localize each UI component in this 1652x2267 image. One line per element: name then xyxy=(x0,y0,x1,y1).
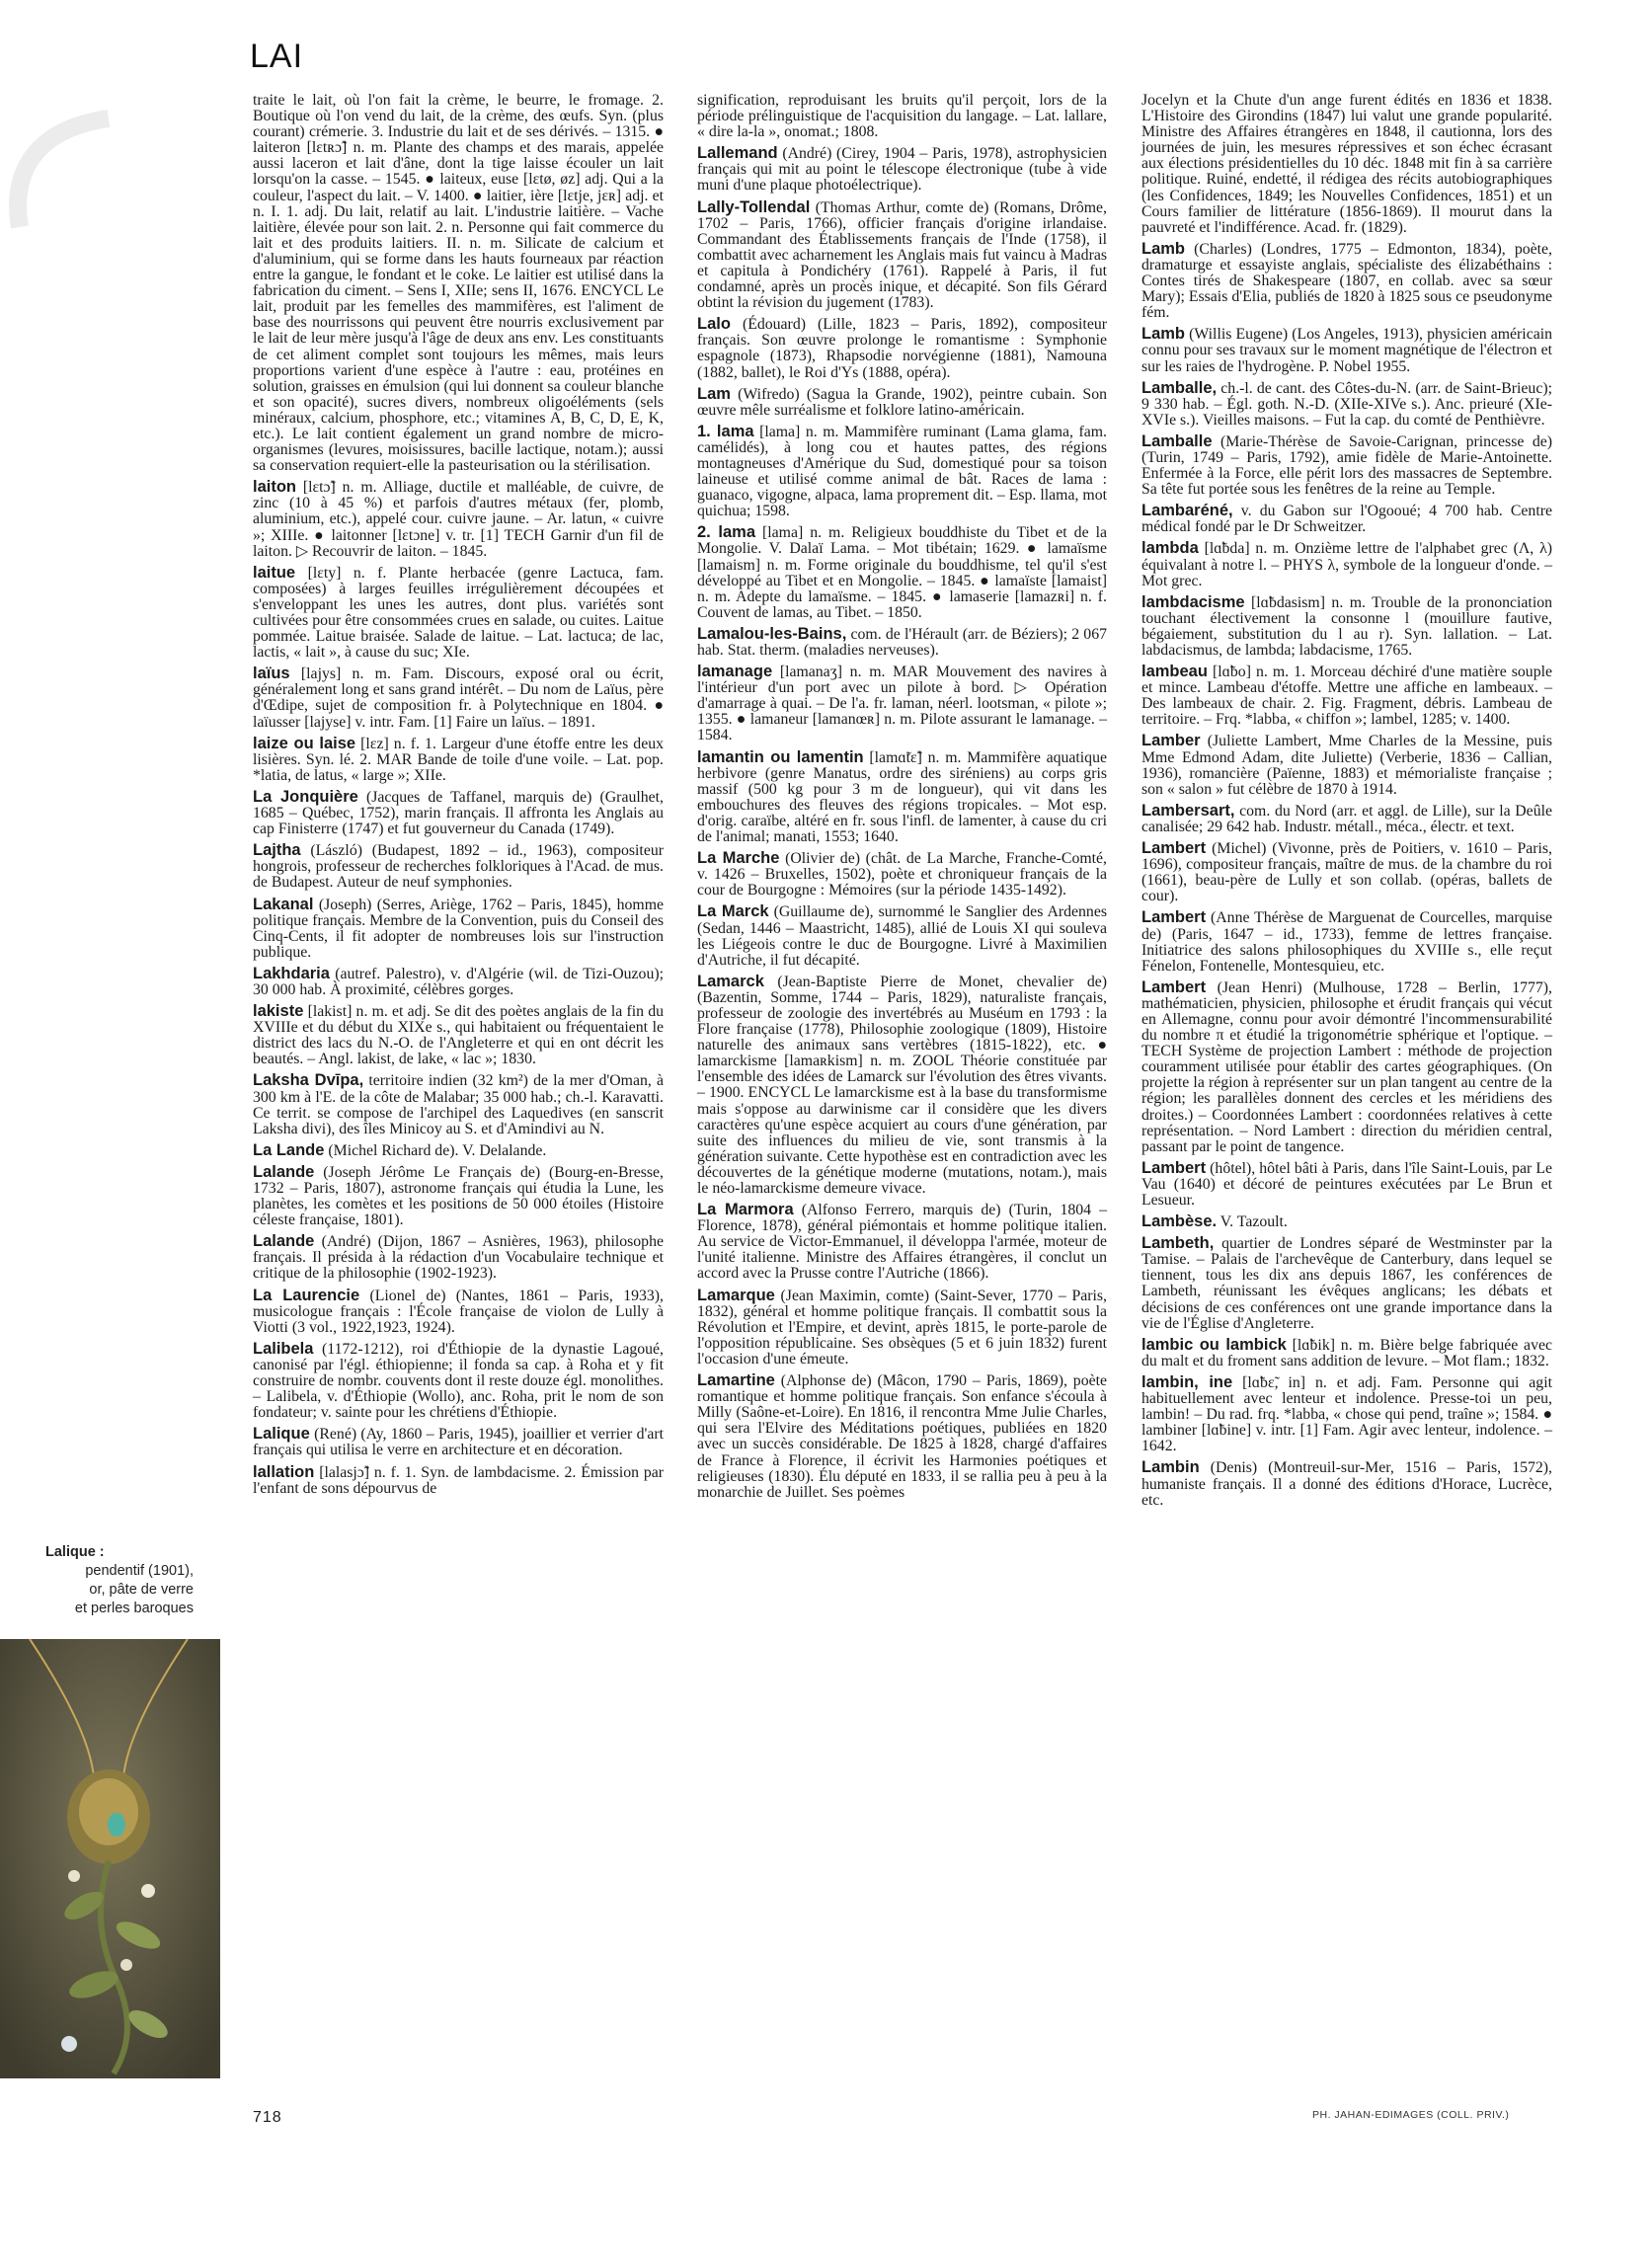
entry-text: [lɑ̃bo] n. m. 1. Morceau déchiré d'une matière souple et mince. Lambeau d'étoffe. Mettre une affiche en lambeaux. – Des lambeaux de chair. 2. Fig. Fragment, débris. Lambeau de territoire. – Frq. *labba, « chiffon »; lambel, 1285; v. 1400. xyxy=(1141,664,1552,729)
dictionary-entry xyxy=(1141,1337,1552,1369)
entry-text: (Charles) (Londres, 1775 – Edmonton, 1834), poète, dramaturge et essayiste anglais, spécialiste des élizabéthains : Contes tirés de Shakespeare (1807, en collab. avec sa sœur Mary); Essais d'Elia, publiés de 1820 à 1825 sous ce pseudonyme fém. xyxy=(1141,240,1553,322)
dictionary-entry xyxy=(1141,241,1552,321)
entry-headword: Lamb xyxy=(1141,325,1186,344)
caption-line: pendentif (1901), xyxy=(85,1563,194,1579)
dictionary-entry xyxy=(253,565,664,662)
entry-text: (Michel) (Vivonne, près de Poitiers, v. 1610 – Paris, 1696), compositeur français, maître de mus. de la chambre du roi (1661), beau-père de Lully et son collab. (opéras, ballets de cour). xyxy=(1141,840,1553,905)
entry-text: ch.-l. de cant. des Côtes-du-N. (arr. de Saint-Brieuc); 9 330 hab. – Égl. goth. N.-D. (XIIe-XIVe s.). Anc. prieuré (XIe-XVIe s.). Vieilles maisons. – Fut la cap. du comté de Penthièvre. xyxy=(1141,379,1552,429)
dictionary-entry xyxy=(1141,380,1552,429)
entry-headword: La Marmora xyxy=(697,1201,794,1219)
entry-text: [lɛz] n. f. 1. Largeur d'une étoffe entre les deux lisières. Syn. lé. 2. MAR Bande de toile d'une voile. – Lat. pop. *latia, de latus, « large »; XIIe. xyxy=(253,735,665,784)
entry-text: [lɛty] n. f. Plante herbacée (genre Lactuca, fam. composées) à larges feuilles irrégulièrement découpées et s'enveloppant les unes les autres, dont plus. variétés sont cultivées pour être consommées crues en salade, ou cuites. Laitue pommée. Laitue braisée. Salade de laitue. – Lat. lactuca; de lac, lactis, « lait », à cause du suc; XIe. xyxy=(253,564,664,662)
dictionary-entry xyxy=(1141,733,1552,797)
dictionary-entry xyxy=(253,1003,664,1067)
dictionary-entry xyxy=(697,316,1107,380)
dictionary-entry xyxy=(697,424,1107,520)
entry-headword: Laksha Dvīpa, xyxy=(253,1071,364,1090)
entry-headword: Lambeth, xyxy=(1141,1234,1215,1253)
entry-headword: Lamb xyxy=(1141,239,1186,258)
entry-headword: Lamarque xyxy=(697,1286,775,1304)
entry-text: Jocelyn et la Chute d'un ange furent édités en 1836 et 1838. L'Histoire des Girondins (1847) lui valut une grande popularité. Ministre des Affaires étrangères en 1848, il cautionna, lors des journées de juin, les mesures répressives et son échec écrasant aux élections présidentielles du 10 déc. 1848 mit fin à sa carrière politique. Ruiné, endetté, il rédigea des récits autobiographiques (les Confidences, 1849; les Nouvelles Confidences, 1851) et un Cours familier de littérature (1856-1869). Il mourut dans la pauvreté et l'indifférence. Acad. fr. (1829). xyxy=(1141,92,1552,236)
entry-headword: Lalique xyxy=(253,1425,310,1444)
entry-text: (André) (Dijon, 1867 – Asnières, 1963), philosophe français. Il présida à la rédaction d'un Vocabulaire technique et critique de la philosophie (1902-1923). xyxy=(253,1233,664,1283)
entry-text: [lɛtɔ̃] n. m. Alliage, ductile et malléable, de cuivre, de zinc (10 à 45 %) et parfois d'autres métaux (fer, plomb, aluminium, etc.), appelé cour. cuivre jaune. – Ar. latun, « cuivre »; XIIIe. ● laitonner [lɛtɔne] v. tr. [1] TECH Garnir d'un fil de laiton. ▷ Recouvrir de laiton. – 1845. xyxy=(253,479,664,560)
dictionary-entry xyxy=(697,903,1107,968)
dictionary-entry xyxy=(697,850,1107,899)
dictionary-entry xyxy=(697,386,1107,419)
dictionary-entry xyxy=(253,1164,664,1228)
dictionary-entry xyxy=(253,1426,664,1458)
entry-headword: lambeau xyxy=(1141,663,1208,681)
entry-text: [lakist] n. m. et adj. Se dit des poètes anglais de la fin du XVIIIe et du début du XIXe s., qui habitaient ou fréquentaient le district des lacs du N.-O. de l'Angleterre et qui en ont décrit les beautés. – Angl. lakist, de lake, « lac »; 1830. xyxy=(253,1003,665,1068)
column-2 xyxy=(697,93,1107,1506)
entry-text: quartier de Londres séparé de Westminster par la Tamise. – Palais de l'archevêque de Canterbury, dans lequel se tiennent, tous les dix ans depuis 1867, les conférences de Lambeth, réunissant les évêques anglicans; les débats et décisions de ces conférences ont une grande importance dans la vie de l'Église d'Angleterre. xyxy=(1141,1235,1552,1332)
entry-text: (Thomas Arthur, comte de) (Romans, Drôme, 1702 – Paris, 1766), officier français d'origine irlandaise. Commandant des Établissements français de l'Inde (1758), il combattit avec acharnement les Anglais mais fut vaincu à Madras et capitula à Pondichéry (1761). Rappelé à Paris, il fut condamné, après un procès inique, et décapité. Son fils Gérard obtint la révision du jugement (1783). xyxy=(697,198,1107,312)
entry-headword: Lamarck xyxy=(697,972,764,990)
running-head: LAI xyxy=(250,38,304,75)
entry-text: (autref. Palestro), v. d'Algérie (wil. de Tizi-Ouzou); 30 000 hab. À proximité, célèbres gorges. xyxy=(253,965,664,998)
entry-headword: Lam xyxy=(697,384,731,403)
dictionary-entry xyxy=(1141,979,1552,1155)
entry-headword: La Laurencie xyxy=(253,1286,360,1304)
entry-headword: La Jonquière xyxy=(253,787,358,806)
dictionary-entry xyxy=(1141,594,1552,659)
entry-headword: Lambert xyxy=(1141,1158,1207,1177)
entry-headword: lamantin ou lamentin xyxy=(697,747,864,766)
image-caption xyxy=(45,1543,194,1618)
dictionary-entry xyxy=(697,524,1107,621)
entry-text: (Joseph Jérôme Le Français de) (Bourg-en-Bresse, 1732 – Paris, 1807), astronome français qui étudia la Lune, les planètes, les comètes et les positions de 50 000 étoiles (Histoire céleste française, 1801). xyxy=(253,1163,665,1229)
pendant-illustration xyxy=(0,1639,220,2078)
dictionary-entry xyxy=(253,736,664,784)
dictionary-entry xyxy=(1141,1213,1552,1230)
entry-headword: Lally-Tollendal xyxy=(697,197,811,216)
entry-headword: La Marche xyxy=(697,849,780,868)
entry-text: (Wifredo) (Sagua la Grande, 1902), peintre cubain. Son œuvre mêle surréalisme et folklore latino-américain. xyxy=(697,385,1108,419)
dictionary-entry xyxy=(697,974,1107,1197)
entry-text: (René) (Ay, 1860 – Paris, 1945), joaillier et verrier d'art français qui utilisa le verre en architecture et en décoration. xyxy=(253,1426,664,1459)
entry-text: (Guillaume de), surnommé le Sanglier des Ardennes (Sedan, 1446 – Maastricht, 1485), allié de Louis XI qui souleva les Liégeois contre le duc de Bourgogne. Livré à Maximilien d'Autriche, il fut décapité. xyxy=(697,903,1107,969)
entry-text: (Denis) (Montreuil-sur-Mer, 1516 – Paris, 1572), humaniste français. Il a donné des éditions d'Horace, Lucrèce, etc. xyxy=(1141,1459,1553,1509)
entry-headword: Lambin xyxy=(1141,1458,1200,1477)
entry-headword: lamanage xyxy=(697,663,773,681)
entry-text: [lɑ̃bda] n. m. Onzième lettre de l'alphabet grec (Λ, λ) équivalant à notre l. – PHYS λ, symbole de la longueur d'onde. – Mot grec. xyxy=(1141,540,1552,589)
entry-text: (André) (Cirey, 1904 – Paris, 1978), astrophysicien français qui mit au point le télescope électronique (tube à vide muni d'une plaque photoélectrique). xyxy=(697,145,1107,195)
entry-text: [lɑ̃bdasism] n. m. Trouble de la prononciation touchant électivement la consonne l (mouillure fautive, bégaiement, substitution du l au r). Syn. lallation. – Lat. labdacismus, de lambda; labdacisme, 1765. xyxy=(1141,593,1553,659)
entry-text: territoire indien (32 km²) de la mer d'Oman, à 300 km à l'E. de la côte de Malabar; 35 000 hab.; ch.-l. Karavatti. Ce territ. se compose de l'archipel des Laquedives (en sanscrit Laksha divi), des îles Minicoy au S. et d'Amindivi au N. xyxy=(253,1072,664,1137)
dictionary-entry xyxy=(1141,540,1552,588)
entry-text: (Alfonso Ferrero, marquis de) (Turin, 1804 – Florence, 1878), général piémontais et homme politique italien. Au service de Victor-Emmanuel, il développa l'armée, moteur de l'unité italienne. Ministre des Affaires étrangères, il conclut un accord avec la Prusse contre l'Autriche (1866). xyxy=(697,1202,1107,1283)
dictionary-entry xyxy=(253,1464,664,1497)
dictionary-entry xyxy=(253,1341,664,1421)
dictionary-entry xyxy=(253,1142,664,1159)
entry-headword: lallation xyxy=(253,1462,315,1481)
entry-text: V. Tazoult. xyxy=(1219,1213,1288,1231)
entry-text: (Michel Richard de). V. Delalande. xyxy=(328,1141,547,1159)
entry-headword: Lajtha xyxy=(253,841,301,860)
entry-headword: Lambaréné, xyxy=(1141,502,1233,520)
entry-text: (Jean-Baptiste Pierre de Monet, chevalier de) (Bazentin, Somme, 1744 – Paris, 1829), naturaliste français, professeur de zoologie des invertébrés au Muséum en 1793 : la Flore française (1778), Philosophie zoologique (1809), Histoire naturelle des animaux sans vertèbres (1815-1822), etc. ● lamarckisme [lamaʀkism] n. m. ZOOL Théorie constituée par l'ensemble des idées de Lamarck sur l'évolution des êtres vivants. – 1900. ENCYCL Le lamarckisme est à la base du transformisme mais s'oppose au darwinisme car il considère que les divers caractères qu'une espèce acquiert au cours d'une génération, par suite des influences du milieu de vie, sont transmis à la génération suivante. Cette hypothèse est en contradiction avec les découvertes de la génétique moderne (mutations, notam.), mais le néo-lamarckisme demeure vivace. xyxy=(697,973,1107,1197)
entry-headword: Lalande xyxy=(253,1232,315,1251)
entry-text: (Juliette Lambert, Mme Charles de la Messine, puis Mme Edmond Adam, dite Juliette) (Verberie, 1836 – Callian, 1936), romancière (Païenne, 1883) et mémorialiste française ; son « salon » fut célèbre de 1870 à 1914. xyxy=(1141,733,1552,798)
entry-text: (Jean Henri) (Mulhouse, 1728 – Berlin, 1777), mathématicien, physicien, philosophe et érudit français qui vécut en Allemagne, connu pour avoir démontré l'incommensurabilité du nombre π et étudié la trigonométrie sphérique et l'optique. – TECH Système de projection Lambert : méthode de projection couramment utilisée pour établir des cartes géographiques. (On projette la région à représenter sur un plan tangent au centre de la région; les parallèles donnent des cercles et les méridiens des droites.) – Coordonnées Lambert : coordonnées relatives à cette représentation. – Nord Lambert : direction du méridien central, passant par le point de tangence. xyxy=(1141,978,1552,1155)
dictionary-entry xyxy=(697,1372,1107,1501)
entry-text: (hôtel), hôtel bâti à Paris, dans l'île Saint-Louis, par Le Vau (1640) et décoré de peintures exécutées par Le Brun et Lesueur. xyxy=(1141,1159,1553,1209)
entry-headword: lambic ou lambick xyxy=(1141,1335,1287,1354)
entry-headword: lakiste xyxy=(253,1002,304,1021)
entry-headword: Lamalou-les-Bains, xyxy=(697,624,847,643)
photo-credit: PH. JAHAN-EDIMAGES (COLL. PRIV.) xyxy=(1312,2109,1510,2121)
entry-text: com. de l'Hérault (arr. de Béziers); 2 067 hab. Stat. therm. (maladies nerveuses). xyxy=(697,625,1108,659)
entry-headword: laitue xyxy=(253,563,296,582)
caption-line: et perles baroques xyxy=(74,1601,194,1616)
entry-text: [lama] n. m. Mammifère ruminant (Lama glama, fam. camélidés), à long cou et hautes pattes, des régions montagneuses d'Amérique du Sud, domestiqué pour sa toison laineuse et utilisé comme animal de bât. Races de lama : guanaco, vigogne, alpaca, lama proprement dit. – Esp. llama, mot quichua; 1598. xyxy=(697,423,1107,520)
entry-headword: lambdacisme xyxy=(1141,592,1245,611)
dictionary-entry xyxy=(697,1202,1107,1282)
entry-headword: Lakhdaria xyxy=(253,964,330,982)
dictionary-entry xyxy=(253,93,664,474)
dictionary-entry xyxy=(1141,664,1552,728)
dictionary-entry xyxy=(697,93,1107,140)
caption-title: Lalique : xyxy=(45,1544,105,1560)
dictionary-entry xyxy=(253,842,664,891)
entry-headword: laïus xyxy=(253,664,290,683)
pendant-photo xyxy=(0,1639,220,2078)
dictionary-entry xyxy=(253,479,664,559)
dictionary-entry xyxy=(253,665,664,730)
entry-text: (Jacques de Taffanel, marquis de) (Graulhet, 1685 – Québec, 1752), marin français. Il affronta les Anglais au cap Finisterre (1747) et fut gouverneur du Canada (1749). xyxy=(253,788,664,838)
dictionary-entry xyxy=(1141,1160,1552,1209)
entry-text: (Alphonse de) (Mâcon, 1790 – Paris, 1869), poète romantique et homme politique français. Son enfance s'écoula à Milly (Saône-et-Loire). En 1816, il rencontra Mme Julie Charles, qui sera l'Elvire des Méditations poétiques, publiées en 1820 avec un succès considérable. De 1825 à 1828, chargé d'affaires de France à Florence, il écrivit les Harmonies poétiques et religieuses (1830). Élu député en 1833, il se rallia peu à peu à la monarchie de Juillet. Ses poèmes xyxy=(697,1372,1108,1501)
entry-text: com. du Nord (arr. et aggl. de Lille), sur la Deûle canalisée; 29 642 hab. Industr. métall., méca., électr. et text. xyxy=(1141,802,1552,835)
entry-text: traite le lait, où l'on fait la crème, le beurre, le fromage. 2. Boutique où l'on vend du lait, de la crème, des œufs. Syn. (plus courant) crémerie. 3. Industrie du lait et de ses dérivés. – 1315. ● laiteron [lɛtʀɔ̃] n. m. Plante des champs et des marais, appelée aussi laceron et lait d'âne, dont la tige laisse écouler un lait lorsqu'on la casse. – 1545. ● laiteux, euse [lɛtø, øz] adj. Qui a la couleur, l'aspect du lait. – V. 1400. ● laitier, ière [lɛtje, jɛʀ] adj. et n. I. 1. adj. Du lait, relatif au lait. L'industrie laitière. – Vache laitière, élevée pour son lait. 2. n. Personne qui fait commerce du lait et des produits laitiers. II. n. m. Silicate de calcium et d'aluminium, qui se forme dans les hauts fourneaux par réaction entre la gangue, le fondant et le coke. Le laitier est utilisé dans la fabrication du ciment. – Sens I, XIIe; sens II, 1676. ENCYCL Le lait, produit par les femelles des mammifères, est l'aliment de base des nourrissons qui peuvent être nourris exclusivement par le lait de leur mère jusqu'à l'âge de deux ans env. Les constituants de cet aliment complet sont toujours les mêmes, mais leurs proportions varient d'une espèce à l'autre : eau, protéines en solution, graisses en émulsion (qui lui donnent sa couleur blanche et son opacité), sucres divers, nombreux oligoéléments (sels minéraux, calcium, phosphore, etc.; vitamines A, B, C, D, E, K, etc.). Le lait contient également un grand nombre de micro-organismes (levures, moisissures, bacille lactique, notam.); aussi sa conservation requiert-elle la pasteurisation ou la stérilisation. xyxy=(253,92,664,475)
entry-text: [lamɑ̃tɛ̃] n. m. Mammifère aquatique herbivore (genre Manatus, ordre des siréniens) au corps gris massif (500 kg pour 3 m de longueur), qui vit dans les embouchures des fleuves des régions tropicales. – Mot esp. d'orig. caraïbe, altéré en fr. sous l'infl. de lamenter, à cause du cri de l'animal; manati, 1553; 1640. xyxy=(697,748,1107,846)
dictionary-entry xyxy=(253,789,664,837)
dictionary-entry xyxy=(697,749,1107,846)
entry-text: (Jean Maximin, comte) (Saint-Sever, 1770 – Paris, 1832), général et homme politique français. Il combattit sous la Révolution et l'Empire, et devint, après 1815, le porte-parole de l'opposition républicaine. Ses obsèques (5 et 6 juin 1832) furent l'occasion d'une émeute. xyxy=(697,1287,1107,1368)
entry-text: (Willis Eugene) (Los Angeles, 1913), physicien américain connu pour ses travaux sur le moment magnétique de l'électron et sur les raies de l'hydrogène. P. Nobel 1955. xyxy=(1141,326,1552,375)
entry-headword: La Marck xyxy=(697,902,769,921)
dictionary-entry xyxy=(253,897,664,961)
entry-text: (Joseph) (Serres, Ariège, 1762 – Paris, 1845), homme politique français. Membre de la Convention, puis du Conseil des Cinq-Cents, il fit adopter de nombreuses lois sur l'instruction publique. xyxy=(253,896,664,961)
dictionary-entry xyxy=(1141,503,1552,535)
dictionary-entry xyxy=(1141,433,1552,498)
entry-headword: Lallemand xyxy=(697,144,778,163)
dictionary-entry xyxy=(253,966,664,998)
page-number: 718 xyxy=(253,2109,282,2126)
dictionary-entry xyxy=(1141,909,1552,974)
entry-headword: 2. lama xyxy=(697,523,755,542)
entry-text: v. du Gabon sur l'Ogooué; 4 700 hab. Centre médical fondé par le Dr Schweitzer. xyxy=(1141,503,1552,536)
entry-headword: laize ou laise xyxy=(253,734,356,752)
entry-headword: Lambert xyxy=(1141,839,1207,858)
entry-headword: Lambert xyxy=(1141,908,1207,927)
entry-headword: Lamballe, xyxy=(1141,378,1218,397)
entry-text: (Édouard) (Lille, 1823 – Paris, 1892), compositeur français. Son œuvre prolonge le romantisme : Symphonie espagnole (1873), Rhapsodie norvégienne (1881), Namouna (1882, ballet), le Roi d'Ys (1888, opéra). xyxy=(697,316,1107,381)
dictionary-entry xyxy=(253,1072,664,1136)
entry-text: [lɑ̃bik] n. m. Bière belge fabriquée avec du malt et du froment sans addition de levure. – Mot flam.; 1832. xyxy=(1141,1336,1552,1369)
entry-headword: Lalibela xyxy=(253,1339,314,1358)
entry-headword: Lambert xyxy=(1141,977,1207,996)
dictionary-entry xyxy=(1141,1374,1552,1454)
dictionary-entry xyxy=(697,199,1107,312)
column-1 xyxy=(253,93,664,1502)
entry-headword: Lamartine xyxy=(697,1371,775,1390)
entry-headword: laiton xyxy=(253,478,296,497)
dictionary-entry xyxy=(1141,803,1552,835)
dictionary-entry xyxy=(1141,326,1552,374)
dictionary-entry xyxy=(1141,1235,1552,1332)
entry-text: signification, reproduisant les bruits qu'il perçoit, lors de la période prélinguistique de l'acquisition du langage. – Lat. lallare, « dire la-la », onomat.; 1808. xyxy=(697,92,1107,141)
entry-headword: Lamber xyxy=(1141,732,1201,750)
dictionary-entry xyxy=(697,1288,1107,1368)
entry-text: (1172-1212), roi d'Éthiopie de la dynastie Lagoué, canonisé par l'égl. éthiopienne; il fonda sa cap. à Roha et y fit construire de nombr. couvents dont il reste douze égl. monolithes. – Lalibela, v. d'Éthiopie (Wollo), anc. Roha, prit le nom de son fondateur; v. sainte pour les chrétiens d'Éthiopie. xyxy=(253,1340,664,1422)
show-through-graphic xyxy=(0,109,118,237)
entry-text: (Olivier de) (chât. de La Marche, Franche-Comté, v. 1426 – Bruxelles, 1502), poète et chroniqueur français de la cour de Bourgogne : Mémoires (sur la période 1435-1492). xyxy=(697,850,1107,899)
entry-headword: lambda xyxy=(1141,539,1199,558)
dictionary-entry xyxy=(1141,1459,1552,1508)
column-3 xyxy=(1141,93,1552,1514)
entry-headword: Lamballe xyxy=(1141,431,1213,450)
entry-text: [lalasjɔ̃] n. f. 1. Syn. de lambdacisme. 2. Émission par l'enfant de sons dépourvus de xyxy=(253,1463,665,1497)
entry-text: (Marie-Thérèse de Savoie-Carignan, princesse de) (Turin, 1749 – Paris, 1792), amie fidèle de Marie-Antoinette. Enfermée à la Force, elle périt lors des massacres de Septembre. Sa tête fut portée sous les fenêtres de la reine au Temple. xyxy=(1141,432,1552,499)
entry-text: [lama] n. m. Religieux bouddhiste du Tibet et de la Mongolie. V. Dalaï Lama. – Mot tibétain; 1629. ● lamaïsme [lamaism] n. m. Forme originale du bouddhisme, tel qu'il s'est développé au Tibet et en Mongolie. – 1845. ● lamaïste [lamaist] n. m. Adepte du lamaïsme. – 1845. ● lamaserie [lamazʀi] n. f. Couvent de lamas, au Tibet. – 1850. xyxy=(697,524,1107,621)
entry-text: [lamanaʒ] n. m. MAR Mouvement des navires à l'intérieur d'un port avec un pilote à bord. ▷ Opération d'amarrage à quai. – De l'a. fr. laman, néerl. lootsman, « pilote »; 1355. ● lamaneur [lamanœʀ] n. m. Pilote assurant le lamanage. – 1584. xyxy=(697,664,1107,744)
entry-text: [lɑ̃bɛ̃, in] n. et adj. Fam. Personne qui agit habituellement avec lenteur et indolence. Presse-toi un peu, lambin! – Du rad. frq. *labba, « chose qui pend, traîne »; 1584. ● lambiner [lɑ̃bine] v. intr. [1] Fam. Agir avec lenteur, indolence. – 1642. xyxy=(1141,1373,1552,1455)
dictionary-entry xyxy=(697,145,1107,194)
entry-headword: Lalo xyxy=(697,315,731,334)
entry-headword: lambin, ine xyxy=(1141,1372,1233,1391)
entry-text: [lajys] n. m. Fam. Discours, exposé oral ou écrit, généralement long et sans grand intérêt. – Du nom de Laïus, père d'Œdipe, sujet de composition fr. à Polytechnique en 1804. ● laïusser [lajyse] v. intr. Fam. [1] Faire un laïus. – 1891. xyxy=(253,665,664,731)
entry-text: (Anne Thérèse de Marguenat de Courcelles, marquise de) (Paris, 1647 – id., 1733), femme de lettres française. Initiatrice des salons philosophiques du XVIIIe s., elle reçut Fénelon, Fontenelle, Montesquieu, etc. xyxy=(1141,909,1552,975)
entry-text: (László) (Budapest, 1892 – id., 1963), compositeur hongrois, professeur de recherches folkloriques à l'Acad. de mus. de Budapest. Auteur de neuf symphonies. xyxy=(253,842,664,892)
dictionary-entry xyxy=(253,1233,664,1282)
entry-text: (Lionel de) (Nantes, 1861 – Paris, 1933), musicologue français : l'École française de violon de Lully à Viotti (3 vol., 1922,1923, 1924). xyxy=(253,1287,665,1336)
dictionary-entry xyxy=(697,664,1107,743)
entry-headword: Lakanal xyxy=(253,895,314,913)
dictionary-entry xyxy=(697,626,1107,659)
entry-headword: Lambersart, xyxy=(1141,801,1235,820)
dictionary-entry xyxy=(1141,840,1552,904)
dictionary-entry xyxy=(253,1288,664,1336)
caption-line: or, pâte de verre xyxy=(89,1582,194,1598)
entry-headword: 1. lama xyxy=(697,422,754,440)
dictionary-entry xyxy=(1141,93,1552,236)
entry-headword: Lalande xyxy=(253,1162,315,1181)
entry-headword: La Lande xyxy=(253,1140,325,1159)
entry-headword: Lambèse. xyxy=(1141,1212,1218,1231)
